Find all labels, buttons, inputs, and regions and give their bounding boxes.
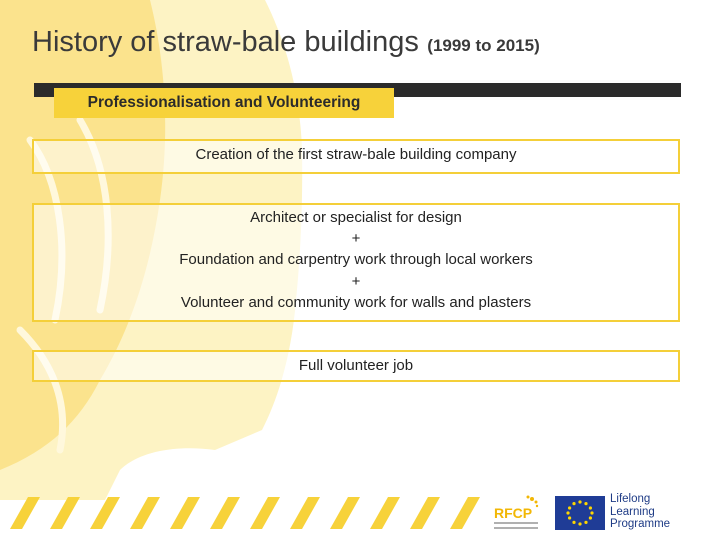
stage-box-company	[32, 139, 680, 174]
stage-line-plus: +	[351, 272, 361, 290]
stage-box-mixed-work	[32, 203, 680, 322]
page-title	[32, 26, 540, 59]
stage-line: Foundation and carpentry work through local workers	[179, 251, 533, 269]
stage-text: Creation of the first straw-bale building company	[195, 146, 517, 163]
title-date-range: (1999 to 2015)	[427, 36, 540, 55]
stage-line-plus: +	[351, 230, 361, 248]
llp-line: Programme	[610, 518, 671, 530]
decorative-stripes	[0, 497, 480, 529]
svg-text:RFCP: RFCP	[494, 505, 533, 521]
stage-line: Volunteer and community work for walls and plasters	[180, 293, 532, 311]
rfcp-logo	[490, 493, 545, 533]
stage-text: Full volunteer job	[298, 357, 414, 374]
stage-line: Architect or specialist for design	[250, 209, 462, 226]
llp-line: Learning	[610, 505, 655, 518]
stage-box-volunteer	[32, 350, 680, 382]
eu-flag-icon	[555, 496, 605, 530]
stage-text-block	[34, 207, 678, 313]
llp-line: Lifelong	[610, 493, 651, 505]
lifelong-learning-programme-logo	[610, 493, 670, 531]
title-main: History of straw-bale buildings	[32, 26, 419, 58]
section-label: Professionalisation and Volunteering	[54, 88, 394, 118]
